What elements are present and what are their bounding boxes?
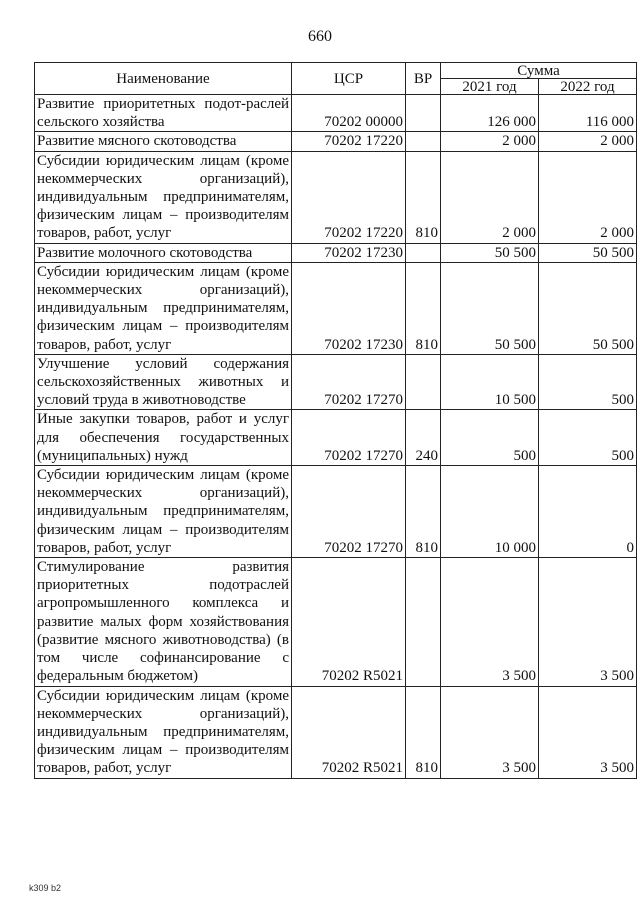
row-csr: 70202 17270 (292, 354, 406, 410)
table-row (35, 243, 637, 262)
row-sum-2022: 50 500 (539, 262, 637, 354)
header-csr: ЦСР (292, 63, 406, 95)
row-name: Улучшение условий содержания сельскохозяйственных животных и условий труда в животноводстве (35, 354, 292, 410)
row-csr: 70202 00000 (292, 95, 406, 132)
row-sum-2022: 50 500 (539, 243, 637, 262)
row-vr (406, 243, 441, 262)
row-sum-2022: 116 000 (539, 95, 637, 132)
row-sum-2022: 3 500 (539, 686, 637, 778)
row-csr: 70202 17220 (292, 132, 406, 151)
row-sum-2021: 500 (441, 410, 539, 466)
row-name: Развитие молочного скотоводства (35, 243, 292, 262)
row-sum-2021: 10 500 (441, 354, 539, 410)
row-csr: 70202 R5021 (292, 686, 406, 778)
page-number: 660 (308, 28, 332, 45)
header-vr: ВР (406, 63, 441, 95)
row-sum-2022: 500 (539, 410, 637, 466)
table-row (35, 354, 637, 410)
row-vr: 810 (406, 151, 441, 243)
header-name: Наименование (35, 63, 292, 95)
row-csr: 70202 17270 (292, 466, 406, 558)
row-sum-2022: 500 (539, 354, 637, 410)
table-row (35, 151, 637, 243)
row-csr: 70202 17270 (292, 410, 406, 466)
row-sum-2021: 50 500 (441, 262, 539, 354)
row-name: Развитие мясного скотоводства (35, 132, 292, 151)
row-sum-2021: 2 000 (441, 132, 539, 151)
row-name: Стимулирование развития приоритетных подотраслей агропромышленного комплекса и развитие малых форм хозяйствования (развитие мясного животноводства) (в том числе софинансирование с федеральным бюджетом) (35, 558, 292, 686)
row-sum-2021: 3 500 (441, 558, 539, 686)
row-sum-2021: 3 500 (441, 686, 539, 778)
row-sum-2021: 126 000 (441, 95, 539, 132)
row-sum-2022: 2 000 (539, 132, 637, 151)
row-name: Субсидии юридическим лицам (кроме некоммерческих организаций), индивидуальным предпринимателям, физическим лицам – производителям товаров, работ, услуг (35, 686, 292, 778)
row-vr (406, 95, 441, 132)
row-sum-2021: 2 000 (441, 151, 539, 243)
row-csr: 70202 R5021 (292, 558, 406, 686)
row-name: Субсидии юридическим лицам (кроме некоммерческих организаций), индивидуальным предпринимателям, физическим лицам – производителям товаров, работ, услуг (35, 262, 292, 354)
row-sum-2021: 50 500 (441, 243, 539, 262)
row-vr (406, 558, 441, 686)
row-sum-2022: 2 000 (539, 151, 637, 243)
row-csr: 70202 17230 (292, 243, 406, 262)
row-vr: 810 (406, 262, 441, 354)
table-row (35, 410, 637, 466)
table-row (35, 466, 637, 558)
footer-code: k309 b2 (29, 883, 62, 893)
table-row (35, 132, 637, 151)
row-csr: 70202 17220 (292, 151, 406, 243)
row-vr: 810 (406, 686, 441, 778)
table-row (35, 558, 637, 686)
row-vr: 810 (406, 466, 441, 558)
row-sum-2021: 10 000 (441, 466, 539, 558)
row-csr: 70202 17230 (292, 262, 406, 354)
row-name: Иные закупки товаров, работ и услуг для обеспечения государственных (муниципальных) нужд (35, 410, 292, 466)
row-vr: 240 (406, 410, 441, 466)
row-sum-2022: 3 500 (539, 558, 637, 686)
table-row (35, 686, 637, 778)
header-sum: Сумма (441, 63, 637, 79)
row-name: Субсидии юридическим лицам (кроме некоммерческих организаций), индивидуальным предпринимателям, физическим лицам – производителям товаров, работ, услуг (35, 151, 292, 243)
row-name: Субсидии юридическим лицам (кроме некоммерческих организаций), индивидуальным предпринимателям, физическим лицам – производителям товаров, работ, услуг (35, 466, 292, 558)
row-sum-2022: 0 (539, 466, 637, 558)
row-vr (406, 354, 441, 410)
row-name: Развитие приоритетных подот-раслей сельского хозяйства (35, 95, 292, 132)
table-row (35, 262, 637, 354)
header-year-2021: 2021 год (441, 79, 539, 95)
header-year-2022: 2022 год (539, 79, 637, 95)
budget-table (34, 62, 637, 779)
table-row (35, 95, 637, 132)
row-vr (406, 132, 441, 151)
